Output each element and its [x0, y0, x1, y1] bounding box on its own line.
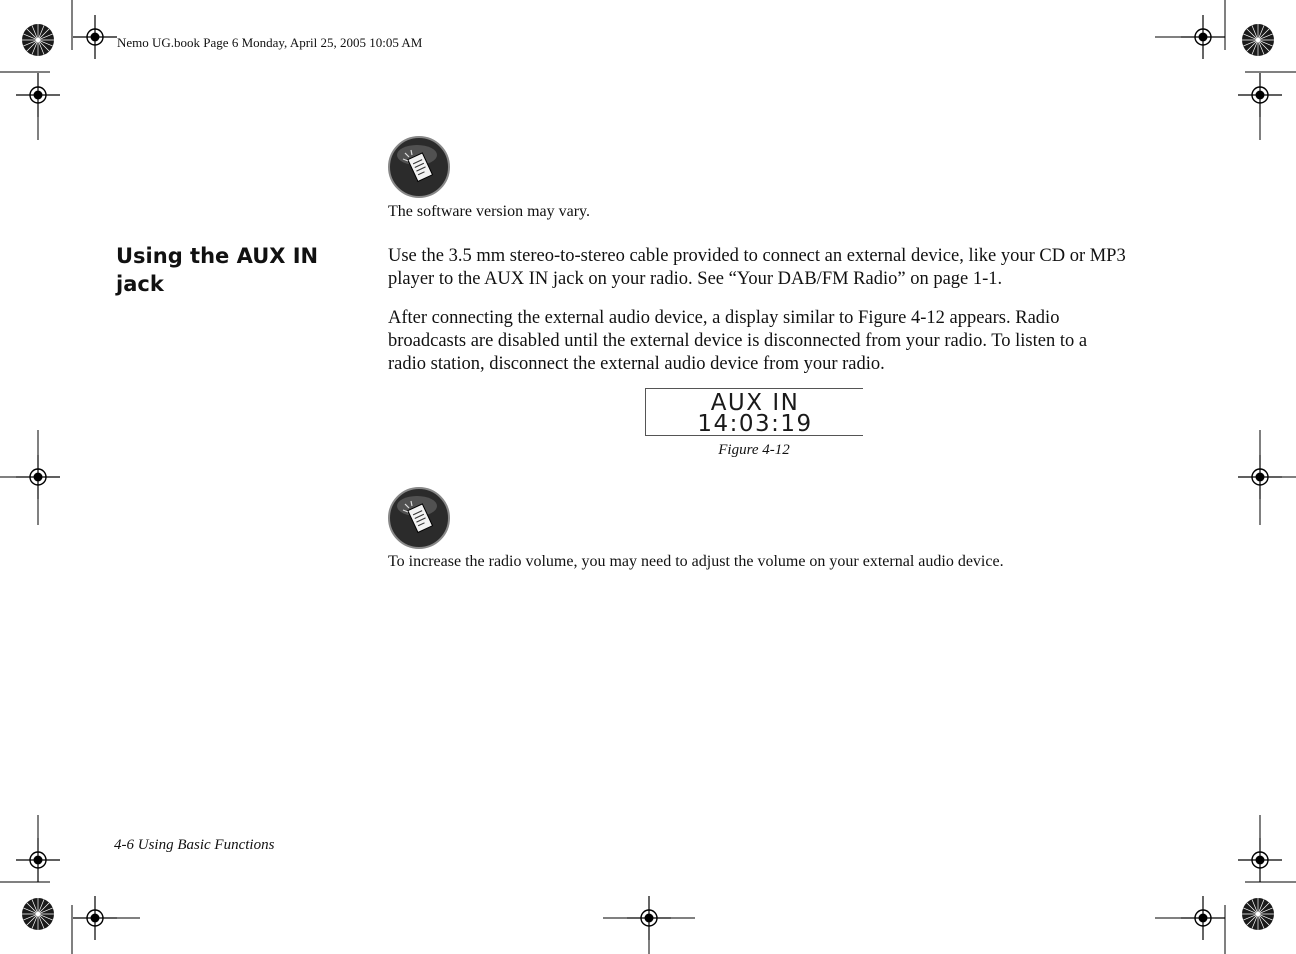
note-text: To increase the radio volume, you may need to adjust the volume on your external audio device.: [388, 553, 1004, 570]
note-text: The software version may vary.: [388, 203, 590, 220]
section-heading: Using the AUX IN jack: [116, 244, 319, 296]
print-header: Nemo UG.book Page 6 Monday, April 25, 2005 10:05 AM: [117, 35, 423, 50]
note-pen-icon: [387, 486, 451, 550]
paragraph: Use the 3.5 mm stereo-to-stereo cable provided to connect an external device, like your CD or MP3 player to the AUX IN jack on your radio. See “Your DAB/FM Radio” on page 1-1.: [388, 246, 1126, 289]
lcd-line-source: AUX IN: [710, 390, 800, 416]
page-footer: 4-6 Using Basic Functions: [114, 837, 275, 853]
lcd-line-time: 14:03:19: [697, 411, 813, 437]
figure-caption: Figure 4-12: [718, 442, 790, 458]
lcd-display-figure: [645, 388, 863, 436]
note-pen-icon: [387, 135, 451, 199]
paragraph: After connecting the external audio device, a display similar to Figure 4-12 appears. Radio broadcasts are disabled until the external device is disconnected from your radio. To listen to a radio station, disconnect the external audio device from your radio.: [388, 308, 1088, 374]
